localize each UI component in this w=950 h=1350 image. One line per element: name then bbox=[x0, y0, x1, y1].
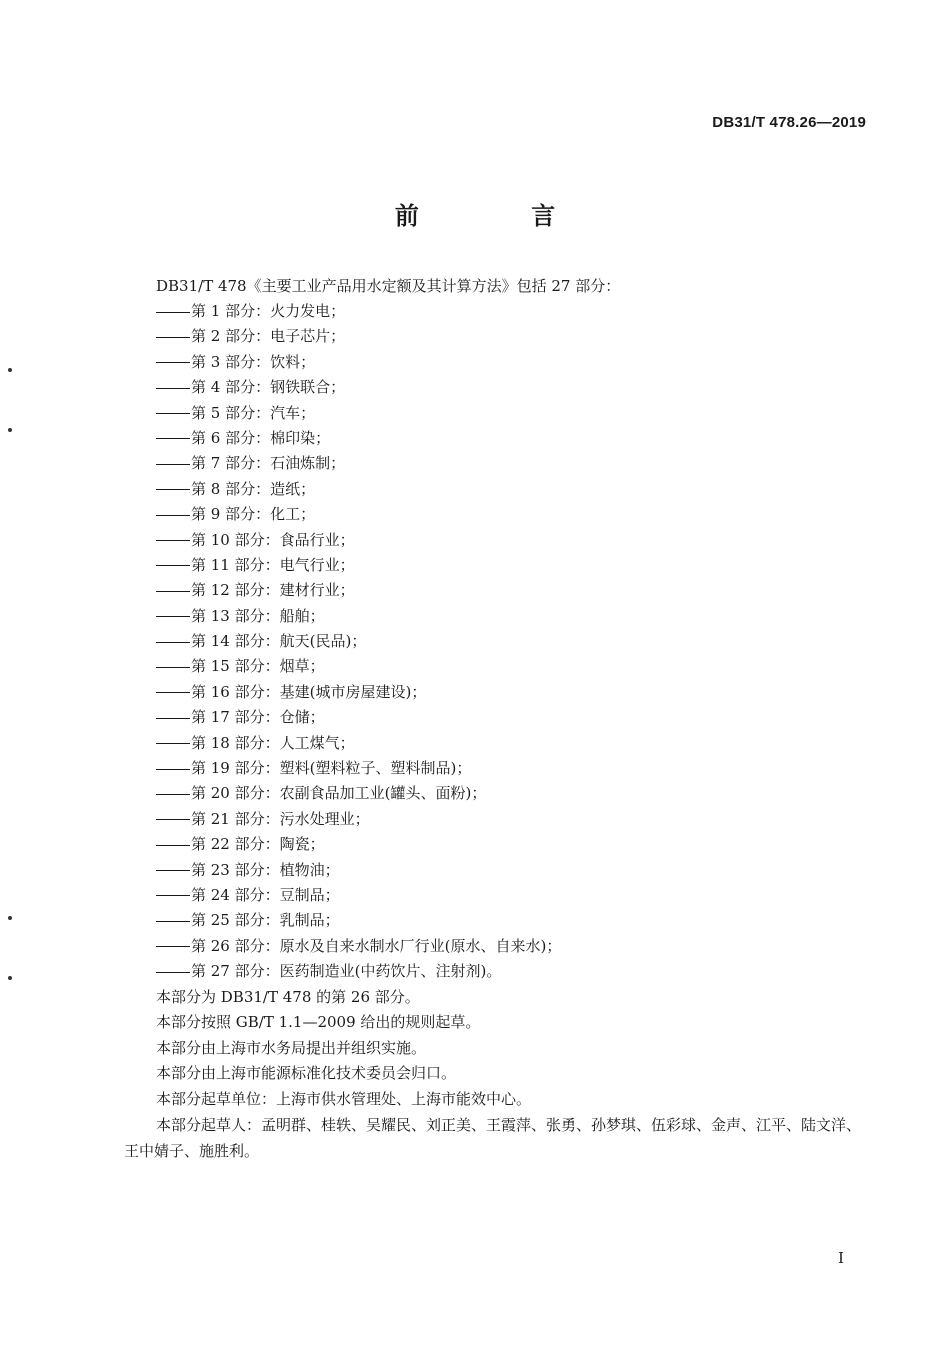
list-item: 第 3 部分：饮料； bbox=[156, 350, 561, 375]
dash-mark bbox=[156, 438, 190, 439]
list-item: 第 24 部分：豆制品； bbox=[156, 883, 561, 908]
list-item: 第 27 部分：医药制造业(中药饮片、注射剂)。 bbox=[156, 959, 561, 984]
scan-speck bbox=[8, 368, 12, 372]
note-paragraph: 本部分按照 GB/T 1.1—2009 给出的规则起草。 bbox=[156, 1013, 481, 1032]
dash-mark bbox=[156, 870, 190, 871]
note-paragraph: 本部分为 DB31/T 478 的第 26 部分。 bbox=[156, 988, 420, 1006]
list-item: 第 8 部分：造纸； bbox=[156, 477, 561, 502]
dash-mark bbox=[156, 819, 190, 820]
parts-list bbox=[156, 299, 561, 985]
note-paragraph: 本部分由上海市能源标准化技术委员会归口。 bbox=[156, 1064, 457, 1083]
list-item: 第 7 部分：石油炼制； bbox=[156, 451, 561, 476]
scan-speck bbox=[8, 428, 12, 432]
dash-mark bbox=[156, 794, 190, 795]
list-item: 第 13 部分：船舶； bbox=[156, 604, 561, 629]
list-item: 第 6 部分：棉印染； bbox=[156, 426, 561, 451]
list-item: 第 22 部分：陶瓷； bbox=[156, 832, 561, 857]
dash-mark bbox=[156, 337, 190, 338]
dash-mark bbox=[156, 489, 190, 490]
list-item: 第 26 部分：原水及自来水制水厂行业(原水、自来水)； bbox=[156, 934, 561, 959]
list-item: 第 5 部分：汽车； bbox=[156, 401, 561, 426]
list-item: 第 23 部分：植物油； bbox=[156, 858, 561, 883]
note-paragraph: 本部分起草单位：上海市供水管理处、上海市能效中心。 bbox=[156, 1089, 532, 1108]
drafters-paragraph: 本部分起草人：孟明群、桂轶、吴耀民、刘正美、王霞萍、张勇、孙梦琪、伍彩球、金声、江平、陆文洋、王中婧子、施胜利。 bbox=[124, 1116, 862, 1160]
list-item: 第 16 部分：基建(城市房屋建设)； bbox=[156, 680, 561, 705]
standard-code: DB31/T 478.26—2019 bbox=[712, 114, 866, 131]
list-item: 第 2 部分：电子芯片； bbox=[156, 324, 561, 349]
list-item: 第 14 部分：航天(民品)； bbox=[156, 629, 561, 654]
page-number: I bbox=[838, 1249, 844, 1267]
list-item: 第 9 部分：化工； bbox=[156, 502, 561, 527]
dash-mark bbox=[156, 591, 190, 592]
scan-speck bbox=[8, 976, 12, 980]
list-item: 第 11 部分：电气行业； bbox=[156, 553, 561, 578]
dash-mark bbox=[156, 413, 190, 414]
intro-paragraph: DB31/T 478《主要工业产品用水定额及其计算方法》包括 27 部分： bbox=[156, 277, 621, 295]
dash-mark bbox=[156, 946, 190, 947]
dash-mark bbox=[156, 692, 190, 693]
list-item: 第 1 部分：火力发电； bbox=[156, 299, 561, 324]
dash-mark bbox=[156, 769, 190, 770]
dash-mark bbox=[156, 464, 190, 465]
list-item: 第 12 部分：建材行业； bbox=[156, 578, 561, 603]
notes-section bbox=[156, 985, 870, 1112]
dash-mark bbox=[156, 312, 190, 313]
scan-speck bbox=[8, 916, 12, 920]
dash-mark bbox=[156, 845, 190, 846]
dash-mark bbox=[156, 921, 190, 922]
dash-mark bbox=[156, 565, 190, 566]
list-item: 第 25 部分：乳制品； bbox=[156, 908, 561, 933]
dash-mark bbox=[156, 515, 190, 516]
page-title: 前 言 bbox=[394, 201, 608, 230]
note-paragraph: 本部分由上海市水务局提出并组织实施。 bbox=[156, 1038, 427, 1057]
dash-mark bbox=[156, 667, 190, 668]
dash-mark bbox=[156, 642, 190, 643]
list-item: 第 17 部分：仓储； bbox=[156, 705, 561, 730]
dash-mark bbox=[156, 895, 190, 896]
list-item: 第 15 部分：烟草； bbox=[156, 654, 561, 679]
dash-mark bbox=[156, 362, 190, 363]
dash-mark bbox=[156, 972, 190, 973]
dash-mark bbox=[156, 718, 190, 719]
list-item: 第 20 部分：农副食品加工业(罐头、面粉)； bbox=[156, 781, 561, 806]
list-item: 第 4 部分：钢铁联合； bbox=[156, 375, 561, 400]
list-item: 第 18 部分：人工煤气； bbox=[156, 731, 561, 756]
list-item: 第 10 部分：食品行业； bbox=[156, 528, 561, 553]
dash-mark bbox=[156, 743, 190, 744]
list-item: 第 21 部分：污水处理业； bbox=[156, 807, 561, 832]
dash-mark bbox=[156, 388, 190, 389]
dash-mark bbox=[156, 616, 190, 617]
dash-mark bbox=[156, 540, 190, 541]
list-item: 第 19 部分：塑料(塑料粒子、塑料制品)； bbox=[156, 756, 561, 781]
